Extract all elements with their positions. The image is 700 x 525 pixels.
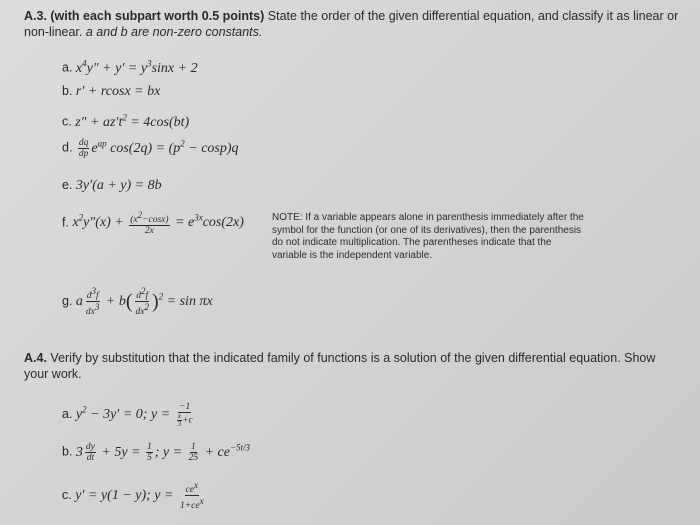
equation: $x^4y'' + y' = y^3\sin x + 2$ (75, 58, 198, 76)
a4-item-c (62, 480, 207, 511)
a3-instructions-1: State the order of the given differential equation, and classify it as linear or (267, 9, 679, 23)
item-letter: a. (62, 60, 73, 75)
a3-instructions-2: non-linear. (24, 25, 83, 39)
a3-item-g (62, 286, 213, 317)
item-letter: a. (62, 407, 73, 422)
equation: $z'' + az't^2 = 4\cos(bt)$ (75, 112, 190, 130)
note-line: NOTE: If a variable appears alone in parenthesis immediately after the (272, 212, 584, 223)
note-line: variable is the independent variable. (272, 249, 433, 261)
item-letter: b. (62, 444, 73, 459)
a4-item-b (62, 442, 250, 463)
equation: 3 $\frac{dy}{dt}$ + 5y = $\frac{1}{5}$ ; y = $\frac{1}{25}$ + $ce^{-5t/3}$ (75, 442, 251, 463)
a4-item-a (62, 402, 196, 428)
a4-heading (24, 350, 655, 382)
note-line: do not indicate multiplication. The parentheses indicate that the (272, 237, 552, 248)
note-line: symbol for the function (or one of its derivatives), then the parenthesis (272, 224, 582, 236)
a3-heading (24, 8, 678, 40)
a3-item-c (62, 112, 189, 131)
equation: r′ + rcosx = bx (75, 84, 161, 99)
a3-item-d (62, 138, 239, 159)
equation: 3y′(a + y) = 8b (75, 178, 162, 193)
a3-label: A.3. (with each subpart worth 0.5 points) (24, 9, 265, 23)
equation: $\frac{dq}{dp}$ $e^{ap}$ $\cos(2q) = (p^2 - \cos p)q$ (78, 138, 239, 159)
equation: $y^2 - 3y' = 0$; y = −1 $\frac{x}{3}$ +c (75, 402, 193, 428)
item-letter: g. (62, 293, 73, 308)
a4-instructions-2: your work. (24, 367, 82, 381)
item-letter: b. (62, 84, 73, 98)
item-letter: e. (62, 178, 73, 192)
a3-item-f (62, 210, 244, 236)
a4-label: A.4. (24, 351, 47, 365)
a4-instructions-1: Verify by substitution that the indicated family of functions is a solution of the given differential equation. Show (50, 351, 656, 365)
a3-item-b (62, 84, 160, 100)
item-letter: f. (62, 215, 69, 230)
item-letter: c. (62, 114, 72, 129)
equation: y′ = y(1 − y); y = $\frac{ce^x}{1+ce^x}$ (75, 480, 204, 512)
a3-item-e (62, 178, 162, 194)
a3-instructions-2b: a and b are non-zero constants. (85, 25, 263, 39)
a3-note (272, 212, 662, 262)
a3-item-a (62, 58, 198, 77)
item-letter: c. (62, 487, 72, 502)
equation: a $\frac{d^3f}{dx^3}$ + b( $\frac{d^2f}{dx^2}$ )$^2$ = sin πx (75, 286, 213, 318)
item-letter: d. (62, 140, 73, 155)
equation: $x^2y''(x)$ + $\frac{(x^2-\cos x)}{2x}$ = $e^{3x}\cos(2x)$ (72, 210, 244, 237)
